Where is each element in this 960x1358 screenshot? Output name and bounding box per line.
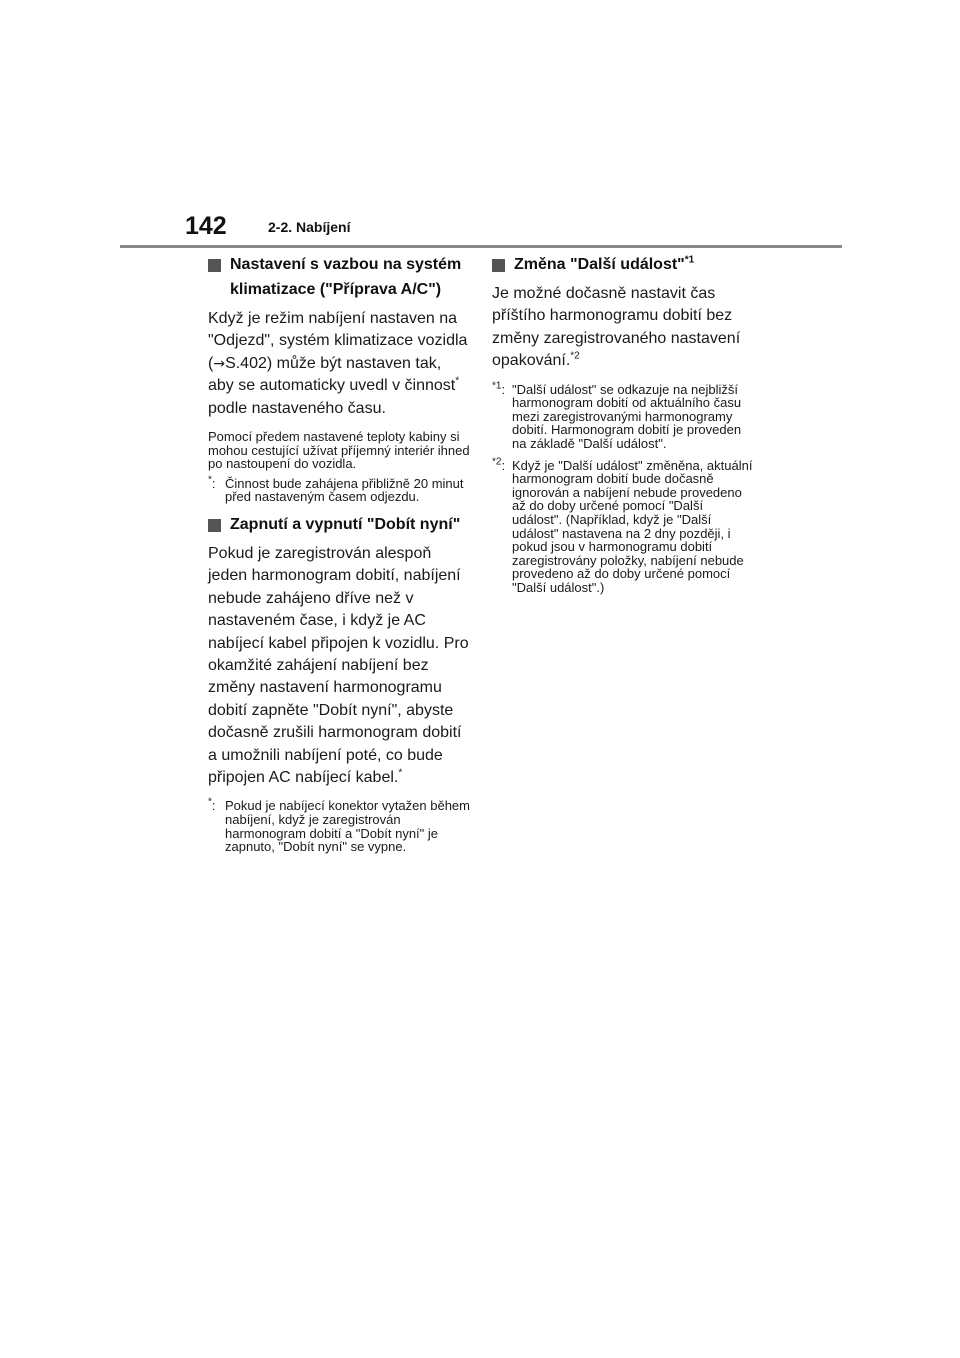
page-number: 142	[185, 212, 227, 240]
header-divider	[120, 245, 842, 248]
footnote-marker: *2	[492, 456, 502, 468]
section-heading-charge-now	[208, 512, 470, 537]
charge-now-paragraph: Pokud je zaregistrován alespoň jeden harmonogram dobití, nabíjení nebude zahájeno dříve než v nastaveném čase, i když je AC nabíjecí kabel připojen k vozidlu. Pro okamžité zahájení nabíjení bez změny nastavení harmonogramu dobití zapněte "Dobít nyní", abyste dočasně zrušili harmonogram dobití a umožnili nabíjení poté, co bude připojen AC nabíjecí kabel.*	[208, 545, 469, 787]
heading-text: Zapnutí a vypnutí "Dobít nyní"	[230, 516, 461, 533]
footnote-marker: *	[208, 474, 212, 486]
left-column	[208, 252, 470, 862]
footnote-text: Když je "Další událost" změněna, aktuální harmonogram dobití bude dočasně ignorován a nabíjení nebude provedeno až do doby určené pomocí "Další událost". (Například, když je "Další událost" nastavena na 2 dny později, i pokud jsou v harmonogramu dobití zaregistrovány položky, nabíjení nebude provedeno až do doby určené pomocí "Další událost".)	[512, 457, 753, 595]
square-bullet-icon	[492, 259, 505, 272]
right-column	[492, 252, 754, 603]
arrow-right-icon: →	[213, 355, 226, 372]
footnote-text: Pokud je nabíjecí konektor vytažen během nabíjení, když je zaregistrován harmonogram dobití a "Dobít nyní" je zapnuto, "Dobít nyní" se vypne.	[225, 798, 470, 855]
section-heading-precondition	[208, 252, 470, 302]
section-title: 2-2. Nabíjení	[268, 219, 351, 235]
footnote-marker: *	[208, 797, 212, 809]
footnote-marker: *	[455, 375, 460, 387]
footnote-marker: *1	[684, 254, 695, 266]
footnote-1: $^{*1}$: "Další událost" se odkazuje na nejbližší harmonogram dobití od aktuálního času mezi zaregistrovanými harmonogramy dobití. Harmonogram dobití je proveden na základě "Další událost".	[492, 380, 742, 451]
precondition-note: Pomocí předem nastavené teploty kabiny si mohou cestující užívat příjemný interiér ihned po nastoupení do vozidla.	[208, 429, 470, 472]
footnote-marker: *2	[570, 350, 580, 362]
heading-text: Nastavení s vazbou na systém klimatizace ("Příprava A/C")	[230, 256, 462, 298]
square-bullet-icon	[208, 519, 221, 532]
page-reference-link[interactable]: S.402) může být nastaven tak, aby se automaticky uvedl v činnost	[208, 354, 456, 395]
next-event-paragraph: Je možné dočasně nastavit čas příštího harmonogramu dobití bez změny zaregistrovaného nastavení opakování.$^{*2}$	[492, 285, 741, 370]
footnote-text: "Další událost" se odkazuje na nejbližší harmonogram dobití od aktuálního času mezi zaregistrovanými harmonogramy dobití. Harmonogram dobití je proveden na základě "Další událost".	[512, 381, 742, 451]
square-bullet-icon	[208, 259, 221, 272]
footnote-marker: *1	[492, 380, 502, 392]
footnote-charge-now: *: Pokud je nabíjecí konektor vytažen během nabíjení, když je zaregistrován harmonogram dobití a "Dobít nyní" je zapnuto, "Dobít nyní" se vypne.	[208, 797, 470, 855]
footnote-marker: *	[398, 767, 403, 779]
footnote-precondition: *: Činnost bude zahájena přibližně 20 minut před nastaveným časem odjezdu.	[208, 474, 464, 505]
section-heading-next-event	[492, 252, 754, 277]
heading-text: Změna "Další událost"	[514, 256, 685, 273]
precondition-paragraph: Když je režim nabíjení nastaven na "Odjezd", systém klimatizace vozidla (→S.402) může být nastaven tak, aby se automaticky uvedl v činnost* podle nastaveného času.	[208, 310, 468, 417]
footnote-2: $^{*2}$: Když je "Další událost" změněna, aktuální harmonogram dobití bude dočasně ignorován a nabíjení nebude provedeno až do doby určené pomocí "Další událost". (Například, když je "Další událost" nastavena na 2 dny později, i pokud jsou v harmonogramu dobití zaregistrovány položky, nabíjení nebude provedeno až do doby určené pomocí "Další událost".)	[492, 456, 753, 595]
footnote-text: Činnost bude zahájena přibližně 20 minut před nastaveným časem odjezdu.	[225, 475, 464, 505]
